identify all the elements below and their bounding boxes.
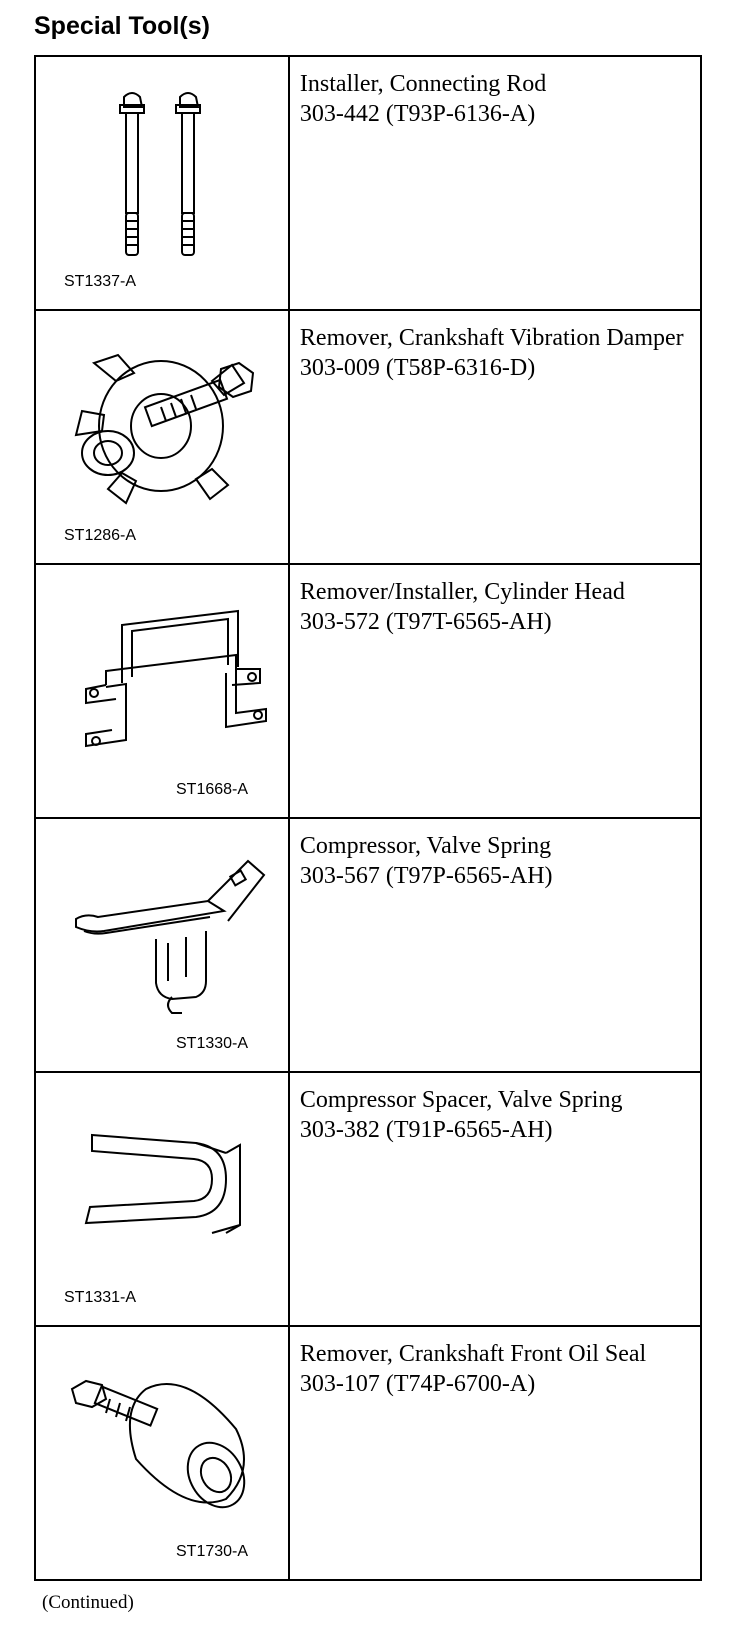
valve-spring-compressor-icon — [36, 819, 289, 1071]
tool-part-number: 303-382 (T91P-6565-AH) — [299, 1117, 553, 1143]
tool-illustration-cell — [35, 564, 289, 818]
tool-illustration-cell — [35, 818, 289, 1072]
tool-description-cell — [289, 56, 701, 310]
tool-name: Remover, Crankshaft Vibration Damper — [299, 325, 684, 351]
illustration-code: ST1730-A — [176, 1543, 249, 1560]
tool-name: Compressor Spacer, Valve Spring — [299, 1087, 623, 1113]
tool-illustration-cell — [35, 1072, 289, 1326]
tool-description-cell — [289, 310, 701, 564]
special-tools-table — [34, 55, 702, 1581]
connecting-rod-installer-icon — [36, 57, 289, 309]
page-title: Special Tool(s) — [34, 12, 210, 40]
tool-part-number: 303-442 (T93P-6136-A) — [299, 101, 536, 127]
illustration-code: ST1331-A — [64, 1289, 137, 1306]
tool-name: Remover, Crankshaft Front Oil Seal — [299, 1341, 647, 1367]
tool-name: Remover/Installer, Cylinder Head — [299, 579, 625, 605]
table-row — [35, 1326, 701, 1580]
table-row — [35, 310, 701, 564]
continued-note: (Continued) — [42, 1592, 134, 1613]
tool-description-cell — [289, 1326, 701, 1580]
tool-name: Installer, Connecting Rod — [299, 71, 547, 97]
illustration-code: ST1668-A — [176, 781, 249, 798]
tool-illustration-cell — [35, 310, 289, 564]
illustration-code: ST1337-A — [64, 273, 137, 290]
front-oil-seal-remover-icon — [36, 1327, 289, 1579]
tool-part-number: 303-009 (T58P-6316-D) — [299, 355, 536, 381]
tool-description-cell — [289, 1072, 701, 1326]
table-row — [35, 564, 701, 818]
compressor-spacer-icon — [36, 1073, 289, 1325]
illustration-code: ST1330-A — [176, 1035, 249, 1052]
table-row — [35, 56, 701, 310]
illustration-code: ST1286-A — [64, 527, 137, 544]
cylinder-head-remover-icon — [36, 565, 289, 817]
tool-description-cell — [289, 564, 701, 818]
tool-illustration-cell — [35, 56, 289, 310]
table-row — [35, 1072, 701, 1326]
tool-part-number: 303-572 (T97T-6565-AH) — [299, 609, 552, 635]
table-row — [35, 818, 701, 1072]
tool-name: Compressor, Valve Spring — [299, 833, 552, 859]
tool-illustration-cell — [35, 1326, 289, 1580]
tool-description-cell — [289, 818, 701, 1072]
tool-part-number: 303-107 (T74P-6700-A) — [299, 1371, 536, 1397]
tool-part-number: 303-567 (T97P-6565-AH) — [299, 863, 553, 889]
vibration-damper-remover-icon — [36, 311, 289, 563]
